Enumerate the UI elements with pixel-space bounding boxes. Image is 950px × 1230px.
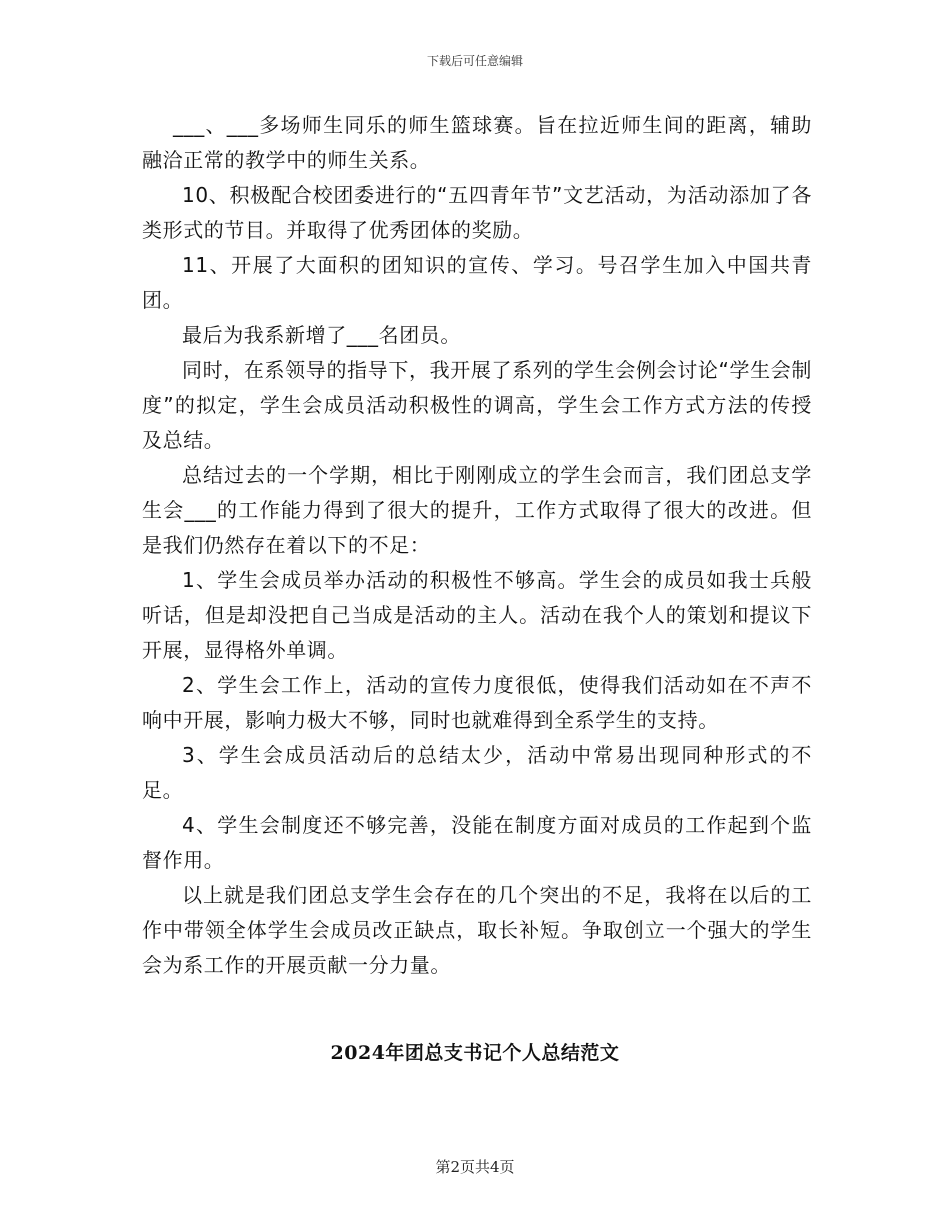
- section-heading: 2024年团总支书记个人总结范文: [330, 1042, 620, 1064]
- paragraph-shortcoming-2: 2、学生会工作上，活动的宣传力度很低，使得我们活动如在不声不响中开展，影响力极大不够，同时也就难得到全系学生的支持。: [142, 673, 812, 732]
- paragraph-shortcoming-1: 1、学生会成员举办活动的积极性不够高。学生会的成员如我士兵般听话，但是却没把自己当成是活动的主人。活动在我个人的策划和提议下开展，显得格外单调。: [142, 568, 812, 662]
- document-body: [142, 108, 812, 983]
- paragraph-basketball: ___、___多场师生同乐的师生篮球赛。旨在拉近师生间的距离，辅助融洽正常的教学中的师生关系。: [142, 113, 812, 172]
- paragraph-item-10: 10、积极配合校团委进行的“五四青年节”文艺活动，为活动添加了各类形式的节目。并取得了优秀团体的奖励。: [142, 183, 812, 242]
- paragraph-shortcoming-3: 3、学生会成员活动后的总结太少，活动中常易出现同种形式的不足。: [142, 743, 812, 802]
- paragraph-item-11: 11、开展了大面积的团知识的宣传、学习。号召学生加入中国共青团。: [142, 253, 812, 312]
- paragraph-shortcoming-4: 4、学生会制度还不够完善，没能在制度方面对成员的工作起到个监督作用。: [142, 813, 812, 872]
- paragraph-meeting: 同时，在系领导的指导下，我开展了系列的学生会例会讨论“学生会制度”的拟定，学生会成员活动积极性的调高，学生会工作方式方法的传授及总结。: [142, 358, 812, 452]
- paragraph-semester-summary: 总结过去的一个学期，相比于刚刚成立的学生会而言，我们团总支学生会___的工作能力得到了很大的提升，工作方式取得了很大的改进。但是我们仍然存在着以下的不足：: [142, 463, 812, 557]
- paragraph-conclusion: 以上就是我们团总支学生会存在的几个突出的不足，我将在以后的工作中带领全体学生会成员改正缺点，取长补短。争取创立一个强大的学生会为系工作的开展贡献一分力量。: [142, 883, 812, 977]
- paragraph-new-members: 最后为我系新增了___名团员。: [182, 323, 461, 347]
- page-footer: 第2页共4页: [435, 1158, 515, 1176]
- page-header: 下载后可任意编辑: [426, 54, 523, 68]
